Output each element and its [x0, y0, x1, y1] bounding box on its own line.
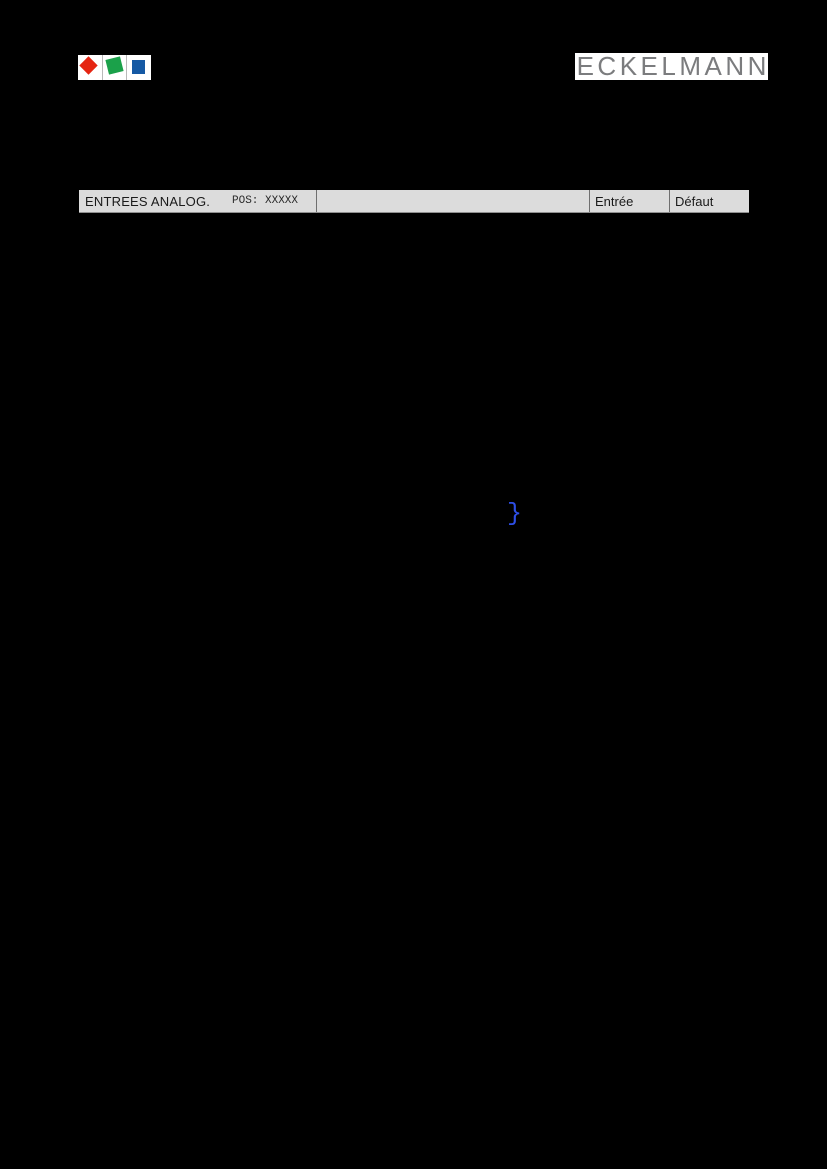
table-title: ENTREES ANALOG. [85, 194, 211, 209]
elds-logo [78, 55, 151, 80]
eckelmann-logo [575, 53, 768, 80]
blue-square-icon [132, 60, 145, 74]
pos-field: POS: XXXXX [232, 195, 299, 207]
elds-logo-cell [127, 55, 151, 80]
blue-brace-annotation: } [507, 499, 523, 528]
table-header-bar [79, 190, 749, 213]
elds-logo-cell [103, 55, 128, 80]
elds-logo-cell [78, 55, 103, 80]
eckelmann-logo-text: ECKELMANN [576, 51, 770, 81]
column-divider [669, 190, 670, 212]
green-square-icon [105, 56, 123, 74]
column-divider [589, 190, 590, 212]
column-divider [316, 190, 317, 212]
red-square-icon [79, 56, 97, 74]
column-header-entree: Entrée [595, 194, 634, 209]
column-header-defaut: Défaut [675, 194, 714, 209]
